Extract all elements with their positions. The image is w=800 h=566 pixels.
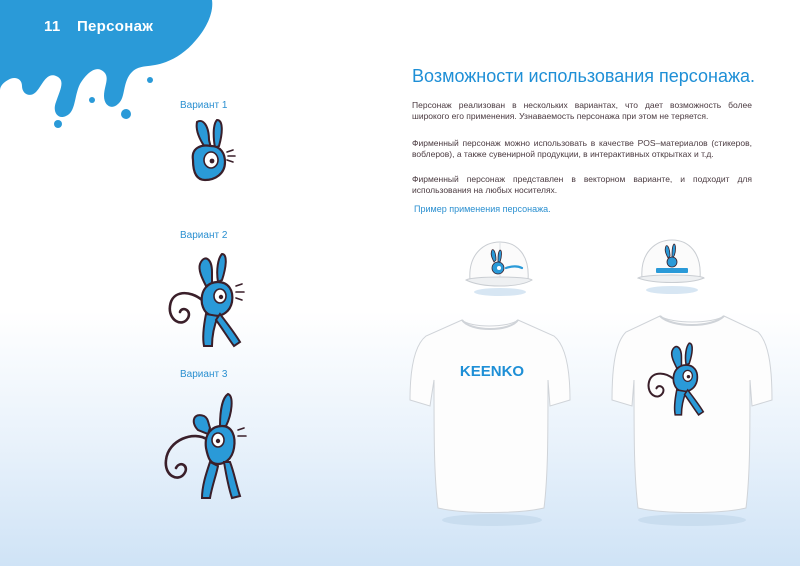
- tshirt-front-mockup: [408, 316, 572, 530]
- section-number: 11: [44, 18, 61, 35]
- paragraph-3: Фирменный персонаж представлен в векторном варианте, и подходит для использования на любых носителях.: [412, 174, 752, 195]
- page-title: Возможности использования персонажа.: [412, 66, 756, 86]
- cap-side-mockup: [634, 234, 708, 296]
- character-variant-3-image: [162, 390, 252, 504]
- character-variant-2-image: [164, 250, 250, 354]
- tshirt-brand-text: KEENKO: [459, 363, 525, 380]
- section-title: Персонаж: [76, 18, 154, 35]
- tshirt-character-mockup: [610, 312, 774, 530]
- cap-front-mockup: [462, 236, 536, 298]
- variant-3-label: Вариант 3: [180, 369, 228, 380]
- variant-1-label: Вариант 1: [180, 100, 228, 111]
- paragraph-1: Персонаж реализован в нескольких вариантах, что дает возможность более широкого его применения. Узнаваемость персонажа при этом не теряется.: [412, 100, 752, 121]
- section-header: [44, 18, 153, 35]
- paragraph-2: Фирменный персонаж можно использовать в качестве POS–материалов (стикеров, воблеров), а также сувенирной продукции, в интерактивных открытках и т.д.: [412, 138, 752, 159]
- example-caption: Пример применения персонажа.: [414, 204, 551, 214]
- variant-2-label: Вариант 2: [180, 230, 228, 241]
- character-variant-1-image: [183, 116, 243, 188]
